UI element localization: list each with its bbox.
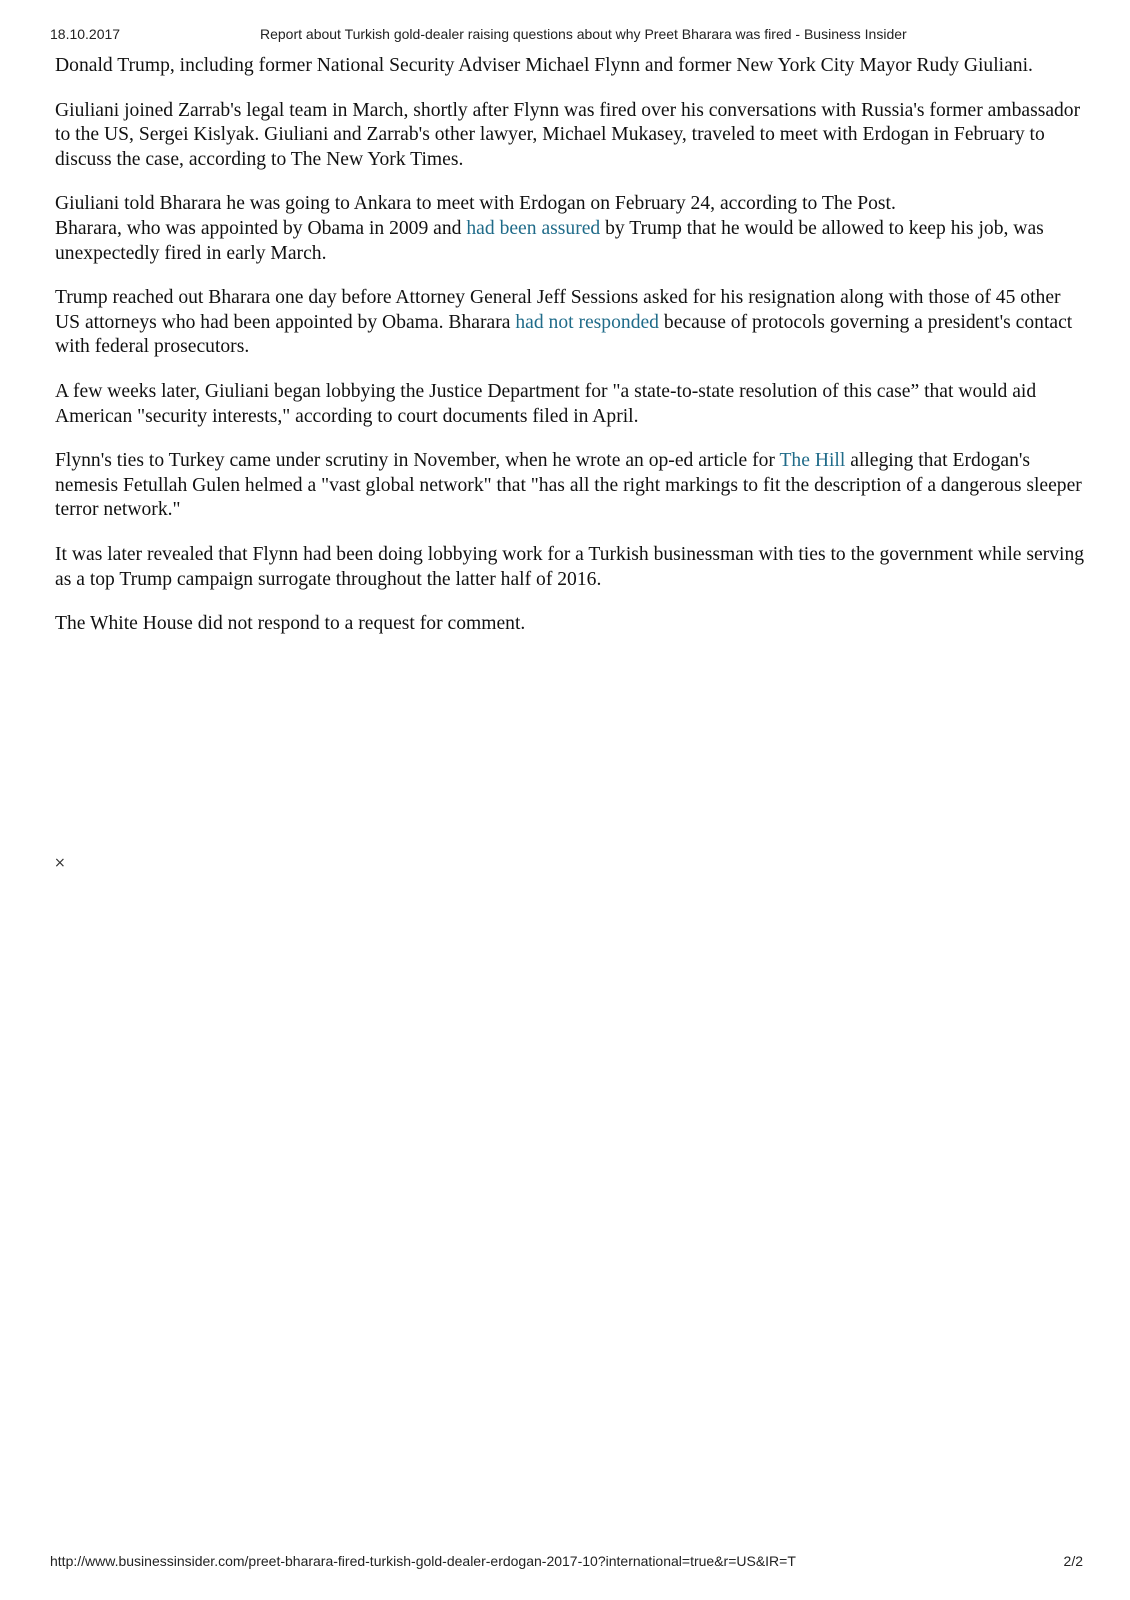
paragraph-text: Giuliani told Bharara he was going to Ankara to meet with Erdogan on February 24, according to The Post. xyxy=(55,193,896,215)
print-date: 18.10.2017 xyxy=(50,26,121,42)
article-paragraph xyxy=(55,192,1085,266)
paragraph-text: It was later revealed that Flynn had been doing lobbying work for a Turkish businessman with ties to the government while serving as a top Trump campaign surrogate throughout the latter half of 2016. xyxy=(55,543,1085,590)
article-paragraph xyxy=(55,286,1085,360)
paragraph-text: Giuliani joined Zarrab's legal team in March, shortly after Flynn was fired over his conversations with Russia's former ambassador to the US, Sergei Kislyak. Giuliani and Zarrab's other lawyer, Michael Mukasey, traveled to meet with Erdogan in February to discuss the case, according to The New York Times. xyxy=(55,99,1081,170)
paragraph-text: by Trump that he would be allowed to keep his job, was unexpectedly fired in early March. xyxy=(55,217,1044,264)
paragraph-text: A few weeks later, Giuliani began lobbying the Justice Department for "a state-to-state resolution of this case” that would aid American "security interests," according to court documents filed in April. xyxy=(55,380,1037,427)
link-the-hill[interactable]: The Hill xyxy=(779,450,846,472)
article-paragraph xyxy=(55,612,1085,637)
print-page-url: http://www.businessinsider.com/preet-bharara-fired-turkish-gold-dealer-erdogan-2017-10?international=true&r=US&IR=T xyxy=(50,1553,796,1569)
paragraph-text: because of protocols governing a president's contact with federal prosecutors. xyxy=(55,311,1073,358)
print-page-title: Report about Turkish gold-dealer raising questions about why Preet Bharara was fired - Business Insider xyxy=(260,26,907,42)
paragraph-text: Flynn's ties to Turkey came under scrutiny in November, when he wrote an op-ed article for xyxy=(55,450,775,472)
print-footer xyxy=(0,1553,1130,1573)
article-paragraph xyxy=(55,99,1085,173)
page-number: 2/2 xyxy=(1063,1553,1083,1569)
paragraph-text: Trump reached out Bharara one day before Attorney General Jeff Sessions asked for his resignation along with those of 45 other US attorneys who had been appointed by Obama. Bharara xyxy=(55,287,1061,333)
link-had-not-responded[interactable]: had not responded xyxy=(515,311,659,333)
paragraph-text: Donald Trump, including former National Security Adviser Michael Flynn and former New York City Mayor Rudy Giuliani. xyxy=(55,55,1033,76)
link-had-been-assured[interactable]: had been assured xyxy=(466,217,601,239)
close-icon[interactable]: × xyxy=(54,855,66,871)
article-paragraph xyxy=(55,54,1085,79)
paragraph-text: The White House did not respond to a request for comment. xyxy=(55,613,526,635)
print-header xyxy=(0,26,1130,46)
article-paragraph xyxy=(55,449,1085,523)
paragraph-text: alleging that Erdogan's nemesis Fetullah Gulen helmed a "vast global network" that "has all the right markings to fit the description of a dangerous sleeper terror network." xyxy=(55,450,1082,521)
article-paragraph xyxy=(55,380,1085,429)
article-paragraph xyxy=(55,543,1085,592)
article-body xyxy=(55,54,1085,657)
paragraph-text: Bharara, who was appointed by Obama in 2009 and xyxy=(55,217,462,239)
